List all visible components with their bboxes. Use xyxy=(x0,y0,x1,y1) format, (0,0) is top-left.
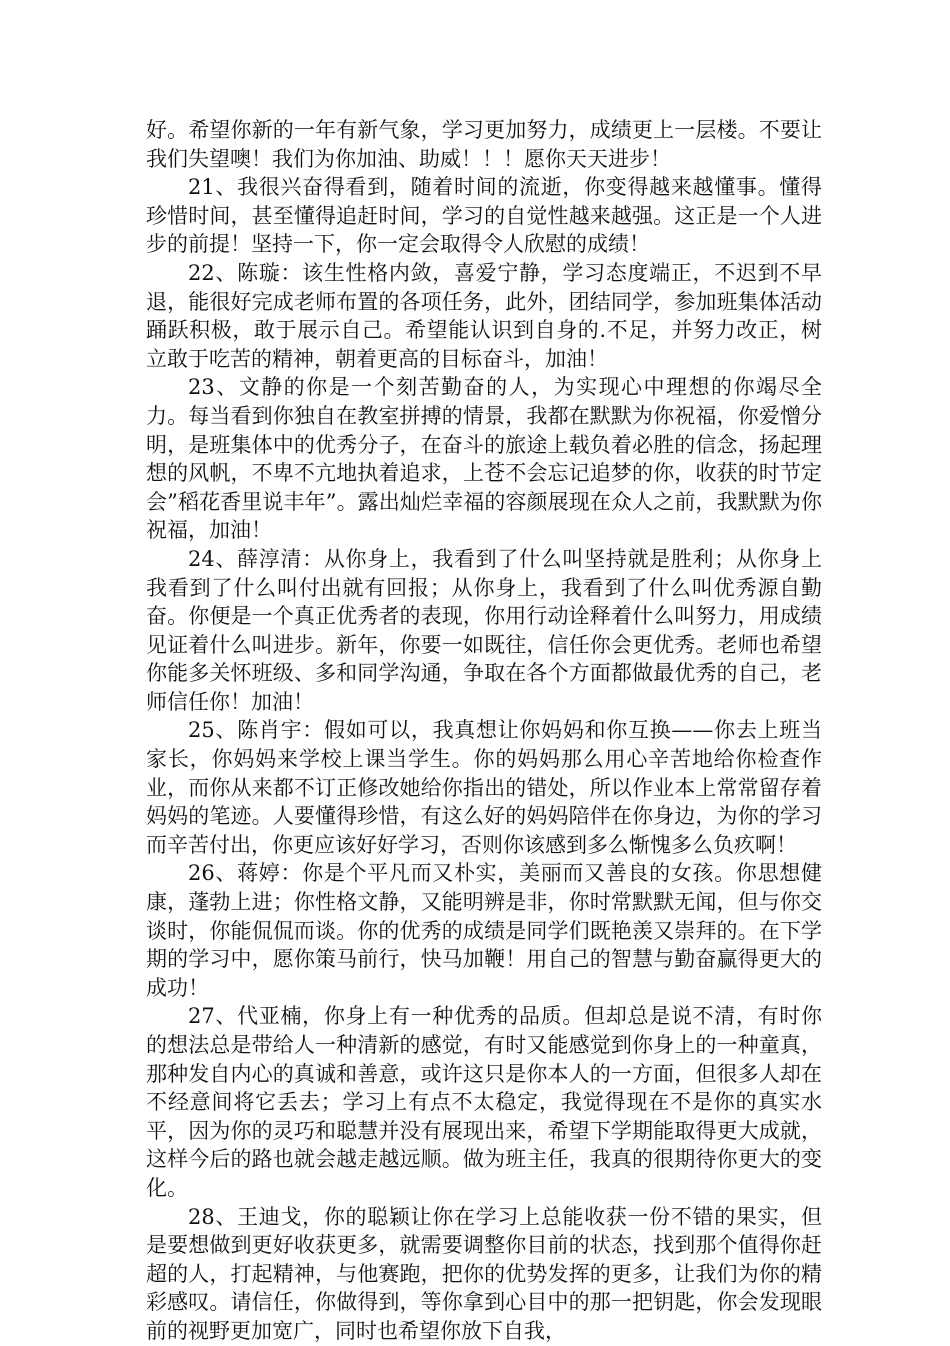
paragraph-continuation: 好。希望你新的一年有新气象，学习更加努力，成绩更上一层楼。不要让我们失望噢！我们为你加油、助威！！！愿你天天进步！ xyxy=(146,118,822,171)
comment-paragraph-27: 27、代亚楠，你身上有一种优秀的品质。但却总是说不清，有时你的想法总是带给人一种清新的感觉，有时又能感觉到你身上的一种童真，那种发自内心的真诚和善意，或许这只是你本人的一方面，但很多人却在不经意间将它丢去；学习上有点不太稳定，我觉得现在不是你的真实水平，因为你的灵巧和聪慧并没有展现出来，希望下学期能取得更大成就，这样今后的路也就会越走越远顺。做为班主任，我真的很期待你更大的变化。 xyxy=(146,1004,822,1200)
comment-paragraph-26: 26、蒋婷：你是个平凡而又朴实，美丽而又善良的女孩。你思想健康，蓬勃上进；你性格文静，又能明辨是非，你时常默默无闻，但与你交谈时，你能侃侃而谈。你的优秀的成绩是同学们既艳羡又崇拜的。在下学期的学习中，愿你策马前行，快马加鞭！用自己的智慧与勤奋赢得更大的成功！ xyxy=(146,861,822,1000)
comment-paragraph-25: 25、陈肖宇：假如可以，我真想让你妈妈和你互换——你去上班当家长，你妈妈来学校上课当学生。你的妈妈那么用心辛苦地给你检查作业，而你从来都不订正修改她给你指出的错处，所以作业本上常常留存着妈妈的笔迹。人要懂得珍惜，有这么好的妈妈陪伴在你身边，为你的学习而辛苦付出，你更应该好好学习，否则你该感到多么惭愧多么负疚啊！ xyxy=(146,718,822,857)
comment-paragraph-22: 22、陈璇：该生性格内敛，喜爱宁静，学习态度端正，不迟到不早退，能很好完成老师布置的各项任务，此外，团结同学，参加班集体活动踊跃积极，敢于展示自己。希望能认识到自身的.不足，并努力改正，树立敢于吃苦的精神，朝着更高的目标奋斗，加油！ xyxy=(146,260,822,371)
comment-paragraph-23: 23、文静的你是一个刻苦勤奋的人，为实现心中理想的你竭尽全力。每当看到你独自在教室拼搏的情景，我都在默默为你祝福，你爱憎分明，是班集体中的优秀分子，在奋斗的旅途上载负着必胜的信念，扬起理想的风帆，不卑不亢地执着追求，上苍不会忘记追梦的你，收获的时节定会”稻花香里说丰年”。露出灿烂幸福的容颜展现在众人之前，我默默为你祝福，加油！ xyxy=(146,375,822,543)
comment-paragraph-28: 28、王迪戈，你的聪颖让你在学习上总能收获一份不错的果实，但是要想做到更好收获更多，就需要调整你目前的状态，找到那个值得你赶超的人，打起精神，与他赛跑，把你的优势发挥的更多，让我们为你的精彩感叹。请信任，你做得到，等你拿到心目中的那一把钥匙，你会发现眼前的视野更加宽广，同时也希望你放下自我， xyxy=(146,1204,822,1343)
document-page xyxy=(146,116,822,1346)
comment-paragraph-24: 24、薛淳清：从你身上，我看到了什么叫坚持就是胜利；从你身上我看到了什么叫付出就有回报；从你身上，我看到了什么叫优秀源自勤奋。你便是一个真正优秀者的表现，你用行动诠释着什么叫努力，用成绩见证着什么叫进步。新年，你要一如既往，信任你会更优秀。老师也希望你能多关怀班级、多和同学沟通，争取在各个方面都做最优秀的自己，老师信任你！加油！ xyxy=(146,546,822,714)
comment-paragraph-21: 21、我很兴奋得看到，随着时间的流逝，你变得越来越懂事。懂得珍惜时间，甚至懂得追赶时间，学习的自觉性越来越强。这正是一个人进步的前提！坚持一下，你一定会取得令人欣慰的成绩！ xyxy=(146,175,822,257)
